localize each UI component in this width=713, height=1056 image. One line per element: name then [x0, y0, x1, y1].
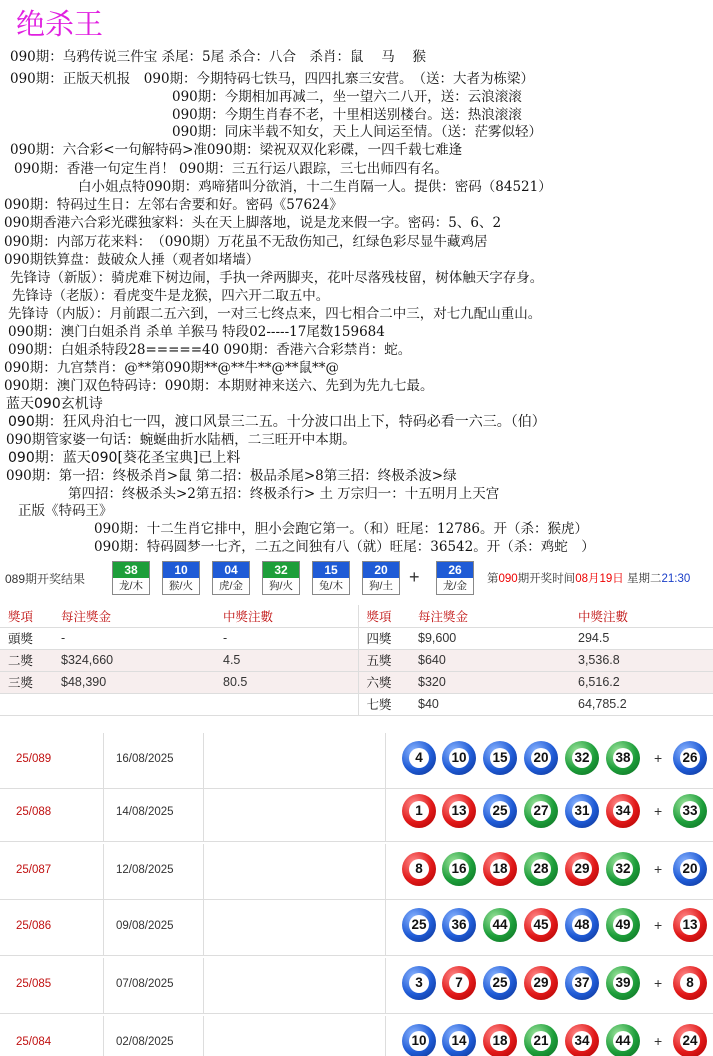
column-divider	[203, 958, 204, 1014]
ball-number: 13	[449, 801, 469, 821]
text-line: 090期：蓝天090[葵花圣宝典]已上料	[8, 450, 241, 466]
ball-number: 31	[572, 801, 592, 821]
lottery-ball	[565, 852, 599, 886]
prize-cell	[0, 693, 53, 715]
prize-header: 獎項	[0, 605, 53, 627]
column-divider	[103, 900, 104, 956]
plus-sign: +	[654, 917, 663, 933]
prize-cell: 七獎	[358, 693, 410, 715]
ball-number: 13	[680, 915, 700, 935]
prize-header: 每注獎金	[410, 605, 570, 627]
prize-cell: 六獎	[358, 671, 410, 693]
lottery-ball	[483, 794, 517, 828]
lottery-ball	[483, 1024, 517, 1056]
text-line: 正版《特码王》	[18, 503, 113, 519]
text-line: 先锋诗（内版）：月前跟二五六到，一对三七终点来，四七相合二中三，对七九配山重山。	[8, 306, 542, 322]
ball-number: 37	[572, 973, 592, 993]
plus-sign: +	[409, 567, 420, 587]
lottery-ball	[606, 908, 640, 942]
column-divider	[385, 900, 386, 956]
text-line: 090期：内部万花来料： （090期）万花虽不无敌伤知己，红绿色彩尽显牛藏鸡居	[4, 234, 488, 250]
lottery-ball	[565, 908, 599, 942]
history-period: 25/086	[16, 920, 52, 932]
text-line: 090期：第一招：终极杀肖>鼠 第二招：极品杀尾>8第三招：终极杀波>绿	[6, 468, 457, 484]
ball-zodiac: 虎/金	[219, 580, 243, 592]
prize-table	[0, 605, 713, 716]
prize-cell: 4.5	[215, 649, 358, 671]
ball-zodiac: 狗/土	[369, 580, 393, 592]
text-line: 090期：澳门白姐杀肖 杀单 羊猴马 特段02-----17尾数159684	[8, 324, 385, 340]
prize-cell: 294.5	[570, 627, 713, 649]
history-date: 07/08/2025	[116, 978, 174, 990]
prize-cell	[215, 693, 358, 715]
ball-number: 39	[613, 973, 633, 993]
ball-number: 38	[613, 748, 633, 768]
lottery-ball	[402, 1024, 436, 1056]
ball-number: 15	[313, 562, 349, 578]
ball-number: 24	[680, 1031, 700, 1051]
lottery-ball	[606, 741, 640, 775]
text-line: 090期：白姐杀特段28=====40 090期：香港六合彩禁肖：蛇。	[8, 342, 412, 358]
special-ball	[673, 966, 707, 1000]
text-line: 090期：今期相加再减二，坐一望六二八开，送：云浪滚滚	[172, 89, 522, 105]
prize-cell: 二獎	[0, 649, 53, 671]
prize-cell	[53, 693, 215, 715]
ball-number: 1	[409, 801, 429, 821]
prize-cell: 3,536.8	[570, 649, 713, 671]
lottery-ball	[402, 741, 436, 775]
ball-number: 20	[680, 859, 700, 879]
lottery-ball	[402, 966, 436, 1000]
text-line: 先锋诗（新版）：骑虎难下树边闹，手执一斧两脚夹，花叶尽落残枝留，树体触天字存身。	[10, 270, 544, 286]
ball-number: 49	[613, 915, 633, 935]
special-ball	[673, 908, 707, 942]
page-title: 绝杀王	[16, 7, 104, 41]
special-ball	[673, 794, 707, 828]
ball-number: 15	[490, 748, 510, 768]
prize-cell: 頭獎	[0, 627, 53, 649]
history-date: 16/08/2025	[116, 753, 174, 765]
ball-number: 32	[572, 748, 592, 768]
text-line: 090期：澳门双色特码诗：090期：本期财神来送六、先到为先九七最。	[4, 378, 434, 394]
ball-number: 20	[363, 562, 399, 578]
result-ball-special	[436, 561, 474, 595]
lottery-ball	[442, 1024, 476, 1056]
result-ball	[212, 561, 250, 595]
prize-cell: $40	[410, 693, 570, 715]
lottery-ball	[402, 908, 436, 942]
text-line: 090期管家婆一句话：蜿蜒曲折水陆栖，二三旺开中本期。	[6, 432, 356, 448]
text-line: 090期：同床半载不知女，天上人间运至情。（送：茫雾似轻）	[172, 124, 543, 140]
text-line: 090期：狂风舟泊七一四，渡口风景三二五。十分波口出上下，特码必看一六三。（伯）	[8, 414, 546, 430]
prize-row	[0, 649, 713, 671]
ball-number: 04	[213, 562, 249, 578]
prize-row	[0, 671, 713, 693]
prize-cell: -	[53, 627, 215, 649]
column-divider	[103, 844, 104, 900]
ball-number: 34	[613, 801, 633, 821]
ball-number: 8	[409, 859, 429, 879]
prize-header: 中獎注數	[570, 605, 713, 627]
lottery-ball	[402, 794, 436, 828]
text-line: 第四招：终极杀头>2第五招：终极杀行> 土 万宗归一：十五明月上天宫	[68, 486, 500, 502]
text-line: 090期：特码圆梦一七齐，二五之间独有八（就）旺尾：36542。开（杀：鸡蛇 ）	[94, 539, 595, 555]
history-row[interactable]	[0, 1016, 713, 1056]
lottery-ball	[483, 908, 517, 942]
ball-number: 34	[572, 1031, 592, 1051]
ball-number: 10	[449, 748, 469, 768]
column-divider	[203, 900, 204, 956]
lottery-ball	[606, 1024, 640, 1056]
column-divider	[103, 1016, 104, 1056]
result-label: 089期开奖结果	[5, 572, 86, 586]
lottery-ball	[565, 741, 599, 775]
lottery-ball	[442, 966, 476, 1000]
next-draw-info	[487, 570, 690, 586]
history-row[interactable]	[0, 900, 713, 956]
lottery-ball	[524, 1024, 558, 1056]
prize-cell: $324,660	[53, 649, 215, 671]
history-period: 25/084	[16, 1036, 52, 1048]
prize-cell: 80.5	[215, 671, 358, 693]
prize-header: 每注獎金	[53, 605, 215, 627]
lottery-ball	[442, 741, 476, 775]
column-divider	[203, 733, 204, 789]
column-divider	[203, 786, 204, 842]
prize-cell: 6,516.2	[570, 671, 713, 693]
text-line: 090期：香港一句定生肖！ 090期：三五行运八跟踪，三七出师四有名。	[14, 161, 448, 177]
ball-number: 32	[263, 562, 299, 578]
ball-zodiac: 狗/火	[269, 580, 293, 592]
result-ball	[162, 561, 200, 595]
text-line: 090期：特码过生日：左邻右舍要和好。密码《57624》	[4, 197, 343, 213]
plus-sign: +	[654, 975, 663, 991]
text-line: 090期：十二生肖它排中，胆小会跑它第一。（和）旺尾：12786。开（杀：猴虎）	[94, 521, 588, 537]
ball-number: 4	[409, 748, 429, 768]
lottery-ball	[524, 908, 558, 942]
prize-cell: $640	[410, 649, 570, 671]
history-period: 25/087	[16, 864, 52, 876]
text-line: 090期香港六合彩光碟独家料：头在天上脚落地，说是龙来假一字。密码：5、6、2	[4, 215, 502, 231]
lottery-ball	[442, 908, 476, 942]
result-bar	[0, 559, 713, 597]
history-date: 09/08/2025	[116, 920, 174, 932]
lottery-ball	[524, 852, 558, 886]
prize-header: 中獎注數	[215, 605, 358, 627]
next-time: 21:30	[661, 573, 691, 585]
column-divider	[385, 958, 386, 1014]
ball-number: 44	[490, 915, 510, 935]
history-date: 12/08/2025	[116, 864, 174, 876]
column-divider	[385, 786, 386, 842]
prize-cell: 五獎	[358, 649, 410, 671]
next-prefix: 第	[487, 573, 499, 585]
lottery-ball	[565, 1024, 599, 1056]
history-period: 25/085	[16, 978, 52, 990]
next-date: 08月19日	[575, 573, 624, 585]
history-date: 02/08/2025	[116, 1036, 174, 1048]
ball-number: 25	[490, 973, 510, 993]
ball-number: 8	[680, 973, 700, 993]
ball-number: 29	[531, 973, 551, 993]
history-date: 14/08/2025	[116, 806, 174, 818]
column-divider	[203, 844, 204, 900]
ball-number: 21	[531, 1031, 551, 1051]
ball-number: 32	[613, 859, 633, 879]
lottery-ball	[606, 794, 640, 828]
plus-sign: +	[654, 861, 663, 877]
text-line: 090期铁算盘：鼓破众人捶（观者如堵墙）	[4, 252, 260, 268]
ball-number: 27	[531, 801, 551, 821]
ball-number: 26	[680, 748, 700, 768]
prize-cell: -	[215, 627, 358, 649]
prize-cell: $48,390	[53, 671, 215, 693]
ball-number: 28	[531, 859, 551, 879]
special-ball	[673, 1024, 707, 1056]
lottery-ball	[402, 852, 436, 886]
lottery-ball	[565, 794, 599, 828]
history-period: 25/088	[16, 806, 52, 818]
column-divider	[103, 786, 104, 842]
prize-row	[0, 693, 713, 715]
lottery-ball	[524, 966, 558, 1000]
result-ball	[262, 561, 300, 595]
lottery-ball	[606, 966, 640, 1000]
next-mid: 期开奖时间	[517, 573, 576, 585]
plus-sign: +	[654, 750, 663, 766]
next-period: 090	[498, 573, 518, 585]
ball-number: 33	[680, 801, 700, 821]
ball-number: 16	[449, 859, 469, 879]
lottery-ball	[483, 741, 517, 775]
prize-cell: 64,785.2	[570, 693, 713, 715]
ball-number: 25	[409, 915, 429, 935]
history-row[interactable]	[0, 733, 713, 789]
column-divider	[385, 844, 386, 900]
ball-zodiac: 猴/火	[169, 580, 193, 592]
ball-zodiac: 龙/木	[119, 580, 143, 592]
ball-number: 18	[490, 859, 510, 879]
ball-number: 25	[490, 801, 510, 821]
ball-number: 7	[449, 973, 469, 993]
ball-number: 3	[409, 973, 429, 993]
ball-number: 38	[113, 562, 149, 578]
history-period: 25/089	[16, 753, 52, 765]
history-row[interactable]	[0, 844, 713, 900]
ball-number: 36	[449, 915, 469, 935]
ball-number: 48	[572, 915, 592, 935]
ball-number: 14	[449, 1031, 469, 1051]
lottery-ball	[606, 852, 640, 886]
ball-number: 29	[572, 859, 592, 879]
ball-number: 18	[490, 1031, 510, 1051]
column-divider	[103, 733, 104, 789]
lottery-ball	[483, 966, 517, 1000]
ball-number: 10	[409, 1031, 429, 1051]
column-divider	[103, 958, 104, 1014]
lottery-ball	[565, 966, 599, 1000]
column-divider	[385, 733, 386, 789]
prize-header-row	[0, 605, 713, 627]
text-line: 090期：九宫禁肖：@**第090期**@**牛**@**鼠**@	[4, 360, 340, 376]
lottery-ball	[442, 794, 476, 828]
text-line: 先锋诗（老版）：看虎变牛是龙猴，四六开二取五中。	[12, 288, 330, 304]
lottery-ball	[524, 794, 558, 828]
prize-header: 獎項	[358, 605, 410, 627]
result-ball	[112, 561, 150, 595]
history-row[interactable]	[0, 958, 713, 1014]
ball-number: 44	[613, 1031, 633, 1051]
ball-number: 10	[163, 562, 199, 578]
result-ball	[362, 561, 400, 595]
ball-number: 26	[437, 562, 473, 578]
history-row[interactable]	[0, 786, 713, 842]
text-line: 090期：正版天机报 090期：今期特码七铁马，四四扎寨三安营。 （送：大者为栋梁）	[10, 71, 535, 87]
special-ball	[673, 852, 707, 886]
plus-sign: +	[654, 1033, 663, 1049]
column-divider	[385, 1016, 386, 1056]
column-divider	[203, 1016, 204, 1056]
ball-zodiac: 龙/金	[443, 580, 467, 592]
text-line: 090期：乌鸦传说三件宝 杀尾：5尾 杀合：八合 杀肖：鼠 马 猴	[10, 49, 427, 65]
lottery-ball	[442, 852, 476, 886]
prize-cell: 三獎	[0, 671, 53, 693]
text-line: 090期：六合彩<一句解特码>准090期：梁祝双双化彩碟，一四千载七难逢	[10, 142, 463, 158]
lottery-ball	[524, 741, 558, 775]
lottery-ball	[483, 852, 517, 886]
ball-number: 20	[531, 748, 551, 768]
plus-sign: +	[654, 803, 663, 819]
prize-cell: 四獎	[358, 627, 410, 649]
next-week: 星期二	[626, 573, 662, 585]
special-ball	[673, 741, 707, 775]
prize-row	[0, 627, 713, 649]
text-line: 蓝天090玄机诗	[6, 396, 103, 412]
text-line: 白小姐点特090期：鸡啼猪叫分欲消，十二生肖隔一人。提供：密码（84521）	[78, 179, 552, 195]
ball-zodiac: 兔/木	[319, 580, 343, 592]
result-ball	[312, 561, 350, 595]
ball-number: 45	[531, 915, 551, 935]
prize-cell: $320	[410, 671, 570, 693]
prize-cell: $9,600	[410, 627, 570, 649]
text-line: 090期：今期生肖春不老，十里相送别楼台。送：热浪滚滚	[172, 107, 522, 123]
